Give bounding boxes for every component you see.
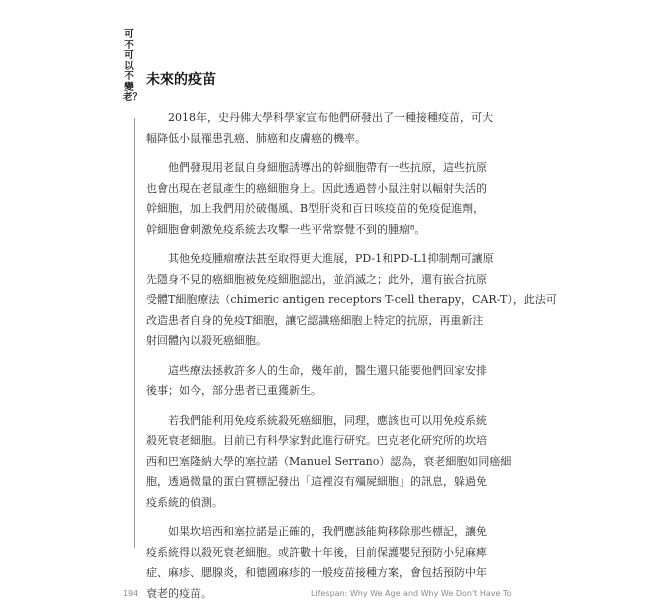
- body-text: [146, 108, 557, 604]
- text-line: 幹細胞會刺激免疫系統去攻擊一些平常察覺不到的腫瘤⁸。: [146, 222, 426, 236]
- paragraph-5: [146, 411, 512, 514]
- margin-rule: [134, 118, 135, 548]
- paragraph-4: [146, 361, 486, 402]
- text-line: 後事；如今，部分患者已重獲新生。: [146, 384, 322, 397]
- text-line: 2018年，史丹佛大學科學家宣布他們研發出了一種接種疫苗，可大: [168, 111, 493, 124]
- text-line: 衰老的疫苗。: [146, 586, 212, 600]
- text-line: 胞，透過微量的蛋白質標記發出「這裡沒有殭屍細胞」的訊息，躲過免: [146, 475, 487, 488]
- text-line: 如果坎培西和塞拉諾是正確的，我們應該能夠移除那些標記，讓免: [168, 525, 487, 538]
- paragraph-2: [146, 158, 486, 240]
- paragraph-1: [146, 108, 493, 149]
- text-line: 也會出現在老鼠產生的癌細胞身上。因此透過替小鼠注射以輻射失活的: [146, 181, 487, 195]
- text-line: 射回體內以殺死癌細胞。: [146, 334, 267, 347]
- running-header: 可不可以不變老？: [123, 29, 143, 103]
- book-title: Lifespan: Why We Age and Why We Don't Have To: [311, 589, 512, 598]
- text-line: 改造患者自身的免疫T細胞，讓它認識癌細胞上特定的抗原，再重新注: [146, 313, 484, 327]
- text-line: 症、麻疹、腮腺炎，和德國麻疹的一般疫苗接種方案，會包括預防中年: [146, 566, 487, 579]
- text-line: 先隱身不見的癌細胞被免疫細胞認出，並消滅之；此外，還有嵌合抗原: [146, 272, 487, 286]
- text-line: 若我們能利用免疫系統殺死癌細胞，同理，應該也可以用免疫系統: [168, 413, 487, 427]
- text-line: 他們發現用老鼠自身細胞誘導出的幹細胞帶有一些抗原，這些抗原: [168, 161, 487, 174]
- section-title: 未來的疫苗: [146, 72, 216, 88]
- text-line: 西和巴塞隆納大學的塞拉諾（Manuel Serrano）認為，衰老細胞如同癌細: [146, 454, 512, 468]
- text-line: 其他免疫腫瘤療法甚至取得更大進展，PD-1和PD-L1抑制劑可讓原: [168, 252, 494, 265]
- text-line: 殺死衰老細胞。目前已有科學家對此進行研究。巴克老化研究所的坎培: [146, 434, 487, 447]
- page-number: 194: [123, 589, 139, 598]
- text-line: 幅降低小鼠罹患乳癌、肺癌和皮膚癌的機率。: [146, 131, 366, 145]
- text-line: 幹細胞，加上我們用於破傷風、B型肝炎和百日咳疫苗的免疫促進劑，: [146, 202, 485, 215]
- text-line: 這些療法拯救許多人的生命，幾年前，醫生還只能要他們回家安排: [168, 363, 487, 377]
- text-line: 疫系統得以殺死衰老細胞。或許數十年後，目前保護嬰兒預防小兒麻痺: [146, 545, 487, 559]
- text-line: 受體T細胞療法（chimeric antigen receptors T-cell therapy，CAR-T），此法可: [146, 293, 557, 306]
- text-line: 疫系統的偵測。: [146, 495, 223, 509]
- paragraph-3: [146, 249, 557, 352]
